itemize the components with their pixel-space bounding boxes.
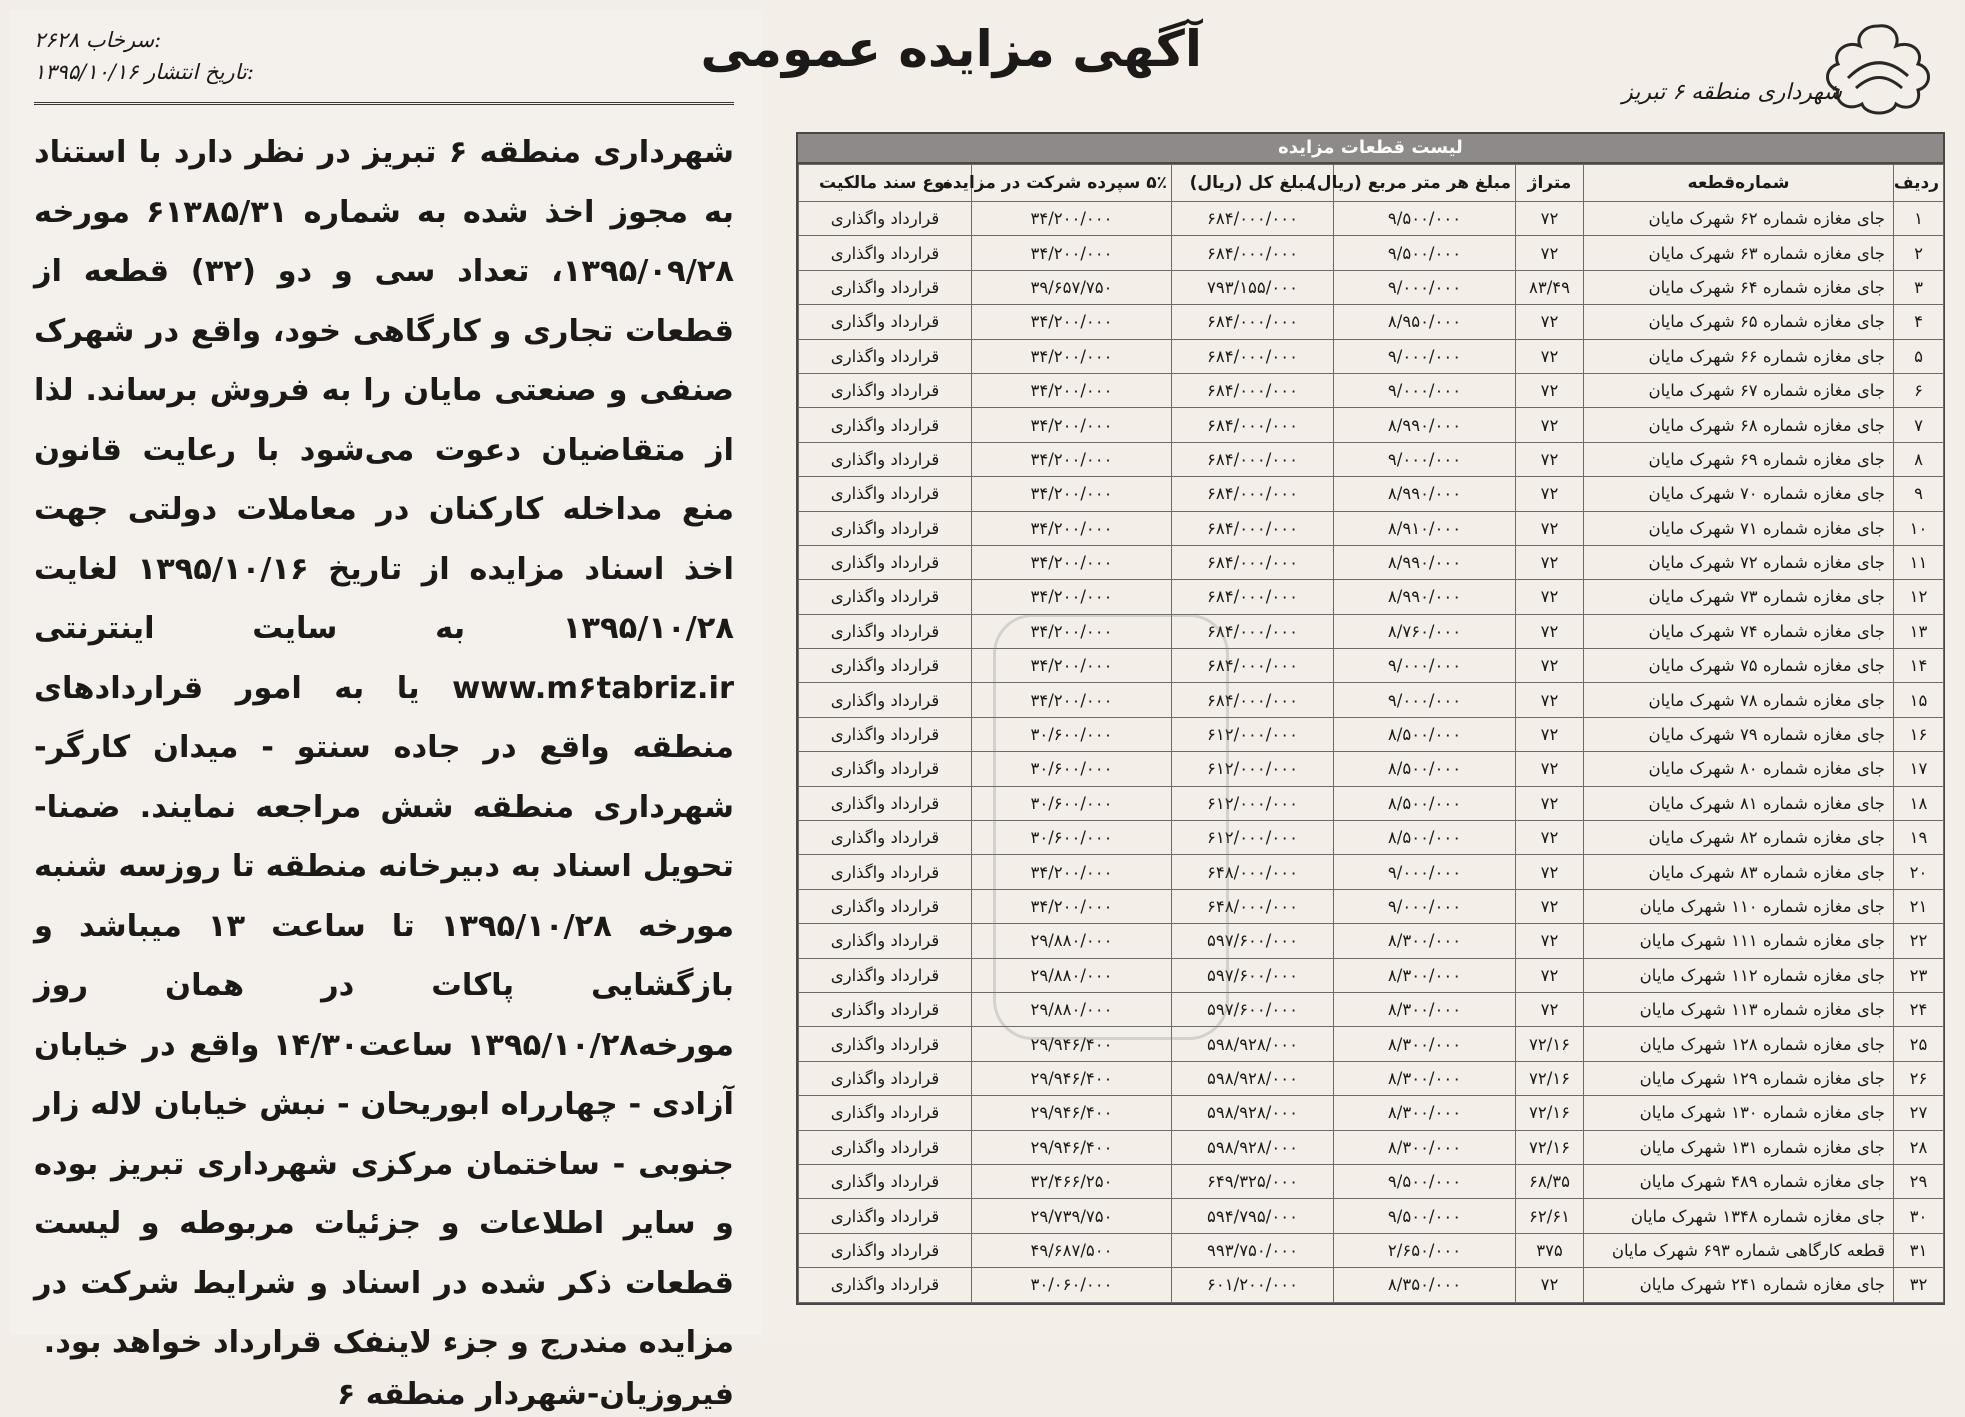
table-cell: ۶۸۴/۰۰۰/۰۰۰ xyxy=(1172,339,1334,373)
table-cell: ۳۴/۲۰۰/۰۰۰ xyxy=(972,477,1172,511)
table-cell: ۶۸۴/۰۰۰/۰۰۰ xyxy=(1172,477,1334,511)
table-cell: ۳۱ xyxy=(1894,1233,1944,1267)
table-cell: جای مغازه شماره ۷۴ شهرک مایان xyxy=(1584,614,1894,648)
table-cell: قرارداد واگذاری xyxy=(799,889,972,923)
table-cell: ۶۸۴/۰۰۰/۰۰۰ xyxy=(1172,511,1334,545)
table-row xyxy=(799,1027,1944,1061)
serial-line xyxy=(34,24,734,56)
column-header: شماره‌قطعه xyxy=(1584,165,1894,202)
table-cell: ۲۴ xyxy=(1894,992,1944,1026)
table-cell: قرارداد واگذاری xyxy=(799,1199,972,1233)
table-cell: ۱۵ xyxy=(1894,683,1944,717)
table-cell: ۲۹/۸۸۰/۰۰۰ xyxy=(972,924,1172,958)
table-row xyxy=(799,305,1944,339)
table-cell: ۶۴۹/۳۲۵/۰۰۰ xyxy=(1172,1164,1334,1198)
table-cell: قرارداد واگذاری xyxy=(799,1096,972,1130)
table-row xyxy=(799,442,1944,476)
announcement-text-column xyxy=(10,10,762,1412)
table-cell: ۲۱ xyxy=(1894,889,1944,923)
table-cell: جای مغازه شماره ۷۲ شهرک مایان xyxy=(1584,545,1894,579)
table-cell: ۷۹۳/۱۵۵/۰۰۰ xyxy=(1172,270,1334,304)
table-cell: ۱ xyxy=(1894,202,1944,236)
table-cell: جای مغازه شماره ۱۳۱ شهرک مایان xyxy=(1584,1130,1894,1164)
table-row xyxy=(799,339,1944,373)
table-cell: قطعه کارگاهی شماره ۶۹۳ شهرک مایان xyxy=(1584,1233,1894,1267)
table-row xyxy=(799,408,1944,442)
table-caption: لیست قطعات مزایده xyxy=(798,134,1943,164)
table-cell: ۶۱۲/۰۰۰/۰۰۰ xyxy=(1172,821,1334,855)
table-cell: ۳۰/۶۰۰/۰۰۰ xyxy=(972,717,1172,751)
table-cell: قرارداد واگذاری xyxy=(799,305,972,339)
table-row xyxy=(799,924,1944,958)
table-cell: ۳۴/۲۰۰/۰۰۰ xyxy=(972,649,1172,683)
table-cell: ۴ xyxy=(1894,305,1944,339)
table-cell: جای مغازه شماره ۷۵ شهرک مایان xyxy=(1584,649,1894,683)
table-cell: جای مغازه شماره ۷۹ شهرک مایان xyxy=(1584,717,1894,751)
table-cell: جای مغازه شماره ۶۷ شهرک مایان xyxy=(1584,373,1894,407)
publish-date-value: ۱۳۹۵/۱۰/۱۶ xyxy=(34,60,139,84)
table-cell: ۶۸۴/۰۰۰/۰۰۰ xyxy=(1172,614,1334,648)
table-cell: ۲۳ xyxy=(1894,958,1944,992)
table-cell: ۶۱۲/۰۰۰/۰۰۰ xyxy=(1172,786,1334,820)
table-cell: ۲۹/۹۴۶/۴۰۰ xyxy=(972,1130,1172,1164)
municipality-name: شهرداری منطقه ۶ تبریز xyxy=(1622,80,1842,105)
publish-date-label: تاریخ انتشار: xyxy=(145,60,254,84)
table-cell: ۳۷۵ xyxy=(1516,1233,1584,1267)
table-cell: ۱۲ xyxy=(1894,580,1944,614)
table-cell: ۶۸۴/۰۰۰/۰۰۰ xyxy=(1172,545,1334,579)
table-cell: ۳۴/۲۰۰/۰۰۰ xyxy=(972,511,1172,545)
table-cell: ۳۴/۲۰۰/۰۰۰ xyxy=(972,545,1172,579)
table-cell: ۳۴/۲۰۰/۰۰۰ xyxy=(972,683,1172,717)
table-cell: قرارداد واگذاری xyxy=(799,511,972,545)
table-cell: ۹/۰۰۰/۰۰۰ xyxy=(1334,339,1516,373)
table-cell: قرارداد واگذاری xyxy=(799,752,972,786)
table-cell: ۹ xyxy=(1894,477,1944,511)
table-row xyxy=(799,1096,1944,1130)
table-cell: جای مغازه شماره ۱۱۱ شهرک مایان xyxy=(1584,924,1894,958)
table-cell: قرارداد واگذاری xyxy=(799,236,972,270)
table-cell: ۷۲ xyxy=(1516,924,1584,958)
table-cell: قرارداد واگذاری xyxy=(799,1164,972,1198)
table-cell: قرارداد واگذاری xyxy=(799,270,972,304)
table-cell: ۶۸۴/۰۰۰/۰۰۰ xyxy=(1172,649,1334,683)
table-cell: جای مغازه شماره ۷۱ شهرک مایان xyxy=(1584,511,1894,545)
table-cell: ۷۲ xyxy=(1516,614,1584,648)
table-cell: جای مغازه شماره ۷۸ شهرک مایان xyxy=(1584,683,1894,717)
table-cell: ۸/۳۰۰/۰۰۰ xyxy=(1334,1130,1516,1164)
table-cell: ۲/۶۵۰/۰۰۰ xyxy=(1334,1233,1516,1267)
table-row xyxy=(799,683,1944,717)
table-cell: ۸/۹۱۰/۰۰۰ xyxy=(1334,511,1516,545)
table-cell: ۷۲/۱۶ xyxy=(1516,1096,1584,1130)
table-cell: ۵۹۸/۹۲۸/۰۰۰ xyxy=(1172,1130,1334,1164)
table-row xyxy=(799,889,1944,923)
table-cell: ۶۸۴/۰۰۰/۰۰۰ xyxy=(1172,442,1334,476)
table-cell: ۷۲ xyxy=(1516,477,1584,511)
table-cell: ۹/۵۰۰/۰۰۰ xyxy=(1334,202,1516,236)
table-cell: ۳۴/۲۰۰/۰۰۰ xyxy=(972,202,1172,236)
table-cell: ۸/۳۰۰/۰۰۰ xyxy=(1334,1027,1516,1061)
table-cell: ۶۸۴/۰۰۰/۰۰۰ xyxy=(1172,202,1334,236)
table-header-row xyxy=(799,165,1944,202)
table-cell: ۹/۰۰۰/۰۰۰ xyxy=(1334,683,1516,717)
column-header: ۵٪ سپرده شرکت در مزایده xyxy=(972,165,1172,202)
table-cell: ۷۲ xyxy=(1516,305,1584,339)
table-cell: ۸/۳۵۰/۰۰۰ xyxy=(1334,1268,1516,1302)
table-row xyxy=(799,786,1944,820)
table-cell: قرارداد واگذاری xyxy=(799,1027,972,1061)
table-cell: ۷۲ xyxy=(1516,202,1584,236)
table-cell: ۸/۹۵۰/۰۰۰ xyxy=(1334,305,1516,339)
header-divider xyxy=(34,102,734,105)
table-cell: ۸ xyxy=(1894,442,1944,476)
table-cell: ۳۴/۲۰۰/۰۰۰ xyxy=(972,373,1172,407)
table-cell: ۹/۰۰۰/۰۰۰ xyxy=(1334,373,1516,407)
table-cell: ۷۲ xyxy=(1516,821,1584,855)
table-cell: قرارداد واگذاری xyxy=(799,545,972,579)
announcement-body: شهرداری منطقه ۶ تبریز در نظر دارد با استناد به مجوز اخذ شده به شماره ۶۱۳۸۵/۳۱ مورخه ۱۳۹۵/۰۹/۲۸، تعداد سی و دو (۳۲) قطعه از قطعات تجاری و کارگاهی خود، واقع در شهرک صنفی و صنعتی مایان را به فروش برساند. لذا از متقاضیان دعوت می‌شود با رعایت قانون منع مداخله کارکنان در معاملات دولتی جهت اخذ اسناد مزایده از تاریخ ۱۳۹۵/۱۰/۱۶ لغایت ۱۳۹۵/۱۰/۲۸ به سایت اینترنتی www.m۶tabriz.ir یا به امور قراردادهای منطقه واقع در جاده سنتو - میدان کارگر- شهرداری منطقه شش مراجعه نمایند. ضمنا- تحویل اسناد به دبیرخانه منطقه تا روزسه شنبه مورخه ۱۳۹۵/۱۰/۲۸ تا ساعت ۱۳ میباشد و بازگشایی پاکات در همان روز مورخه۱۳۹۵/۱۰/۲۸ ساعت۱۴/۳۰ واقع در خیابان آزادی - چهارراه ابوریحان - نبش خیابان لاله زار جنوبی - ساختمان مرکزی شهرداری تبریز بوده و سایر اطلاعات و جزئیات مربوطه و لیست قطعات ذکر شده در اسناد و شرایط شرکت در مزایده مندرج و جزء لاینفک قرارداد خواهد بود. xyxy=(34,135,735,1360)
table-cell: ۷۲ xyxy=(1516,649,1584,683)
table-cell: ۳۴/۲۰۰/۰۰۰ xyxy=(972,580,1172,614)
table-cell: ۹۹۳/۷۵۰/۰۰۰ xyxy=(1172,1233,1334,1267)
column-header: مبلغ هر متر مربع (ریال) xyxy=(1334,165,1516,202)
table-row xyxy=(799,580,1944,614)
table-cell: ۶۴۸/۰۰۰/۰۰۰ xyxy=(1172,889,1334,923)
table-cell: ۲۹/۷۳۹/۷۵۰ xyxy=(972,1199,1172,1233)
table-cell: جای مغازه شماره ۶۵ شهرک مایان xyxy=(1584,305,1894,339)
table-cell: ۲۹/۸۸۰/۰۰۰ xyxy=(972,992,1172,1026)
table-cell: ۷۲ xyxy=(1516,545,1584,579)
table-cell: جای مغازه شماره ۱۳۰ شهرک مایان xyxy=(1584,1096,1894,1130)
table-cell: ۹/۰۰۰/۰۰۰ xyxy=(1334,649,1516,683)
table-row xyxy=(799,270,1944,304)
table-cell: قرارداد واگذاری xyxy=(799,855,972,889)
table-cell: جای مغازه شماره ۱۱۰ شهرک مایان xyxy=(1584,889,1894,923)
table-cell: قرارداد واگذاری xyxy=(799,408,972,442)
table-row xyxy=(799,855,1944,889)
table-cell: قرارداد واگذاری xyxy=(799,1268,972,1302)
table-cell: ۸/۷۶۰/۰۰۰ xyxy=(1334,614,1516,648)
table-cell: جای مغازه شماره ۸۱ شهرک مایان xyxy=(1584,786,1894,820)
column-header: مبلغ کل (ریال) xyxy=(1172,165,1334,202)
table-cell: جای مغازه شماره ۸۰ شهرک مایان xyxy=(1584,752,1894,786)
table-cell: ۹/۵۰۰/۰۰۰ xyxy=(1334,236,1516,270)
table-cell: قرارداد واگذاری xyxy=(799,717,972,751)
table-cell: ۷۲ xyxy=(1516,580,1584,614)
table-cell: ۳۰ xyxy=(1894,1199,1944,1233)
table-cell: قرارداد واگذاری xyxy=(799,649,972,683)
table-cell: ۶۴۸/۰۰۰/۰۰۰ xyxy=(1172,855,1334,889)
table-row xyxy=(799,1199,1944,1233)
signature: فیروزیان-شهردار منطقه ۶ xyxy=(336,1376,734,1412)
table-row xyxy=(799,992,1944,1026)
table-row xyxy=(799,202,1944,236)
table-cell: ۶۰۱/۲۰۰/۰۰۰ xyxy=(1172,1268,1334,1302)
table-cell: ۱۳ xyxy=(1894,614,1944,648)
table-cell: ۱۰ xyxy=(1894,511,1944,545)
table-cell: ۵۹۷/۶۰۰/۰۰۰ xyxy=(1172,924,1334,958)
table-cell: ۴۹/۶۸۷/۵۰۰ xyxy=(972,1233,1172,1267)
table-cell: ۱۸ xyxy=(1894,786,1944,820)
table-cell: ۳۹/۶۵۷/۷۵۰ xyxy=(972,270,1172,304)
column-header: متراژ xyxy=(1516,165,1584,202)
table-cell: ۶۲/۶۱ xyxy=(1516,1199,1584,1233)
ad-title: آگهی مزایده عمومی xyxy=(700,20,1202,78)
table-cell: جای مغازه شماره ۶۲ شهرک مایان xyxy=(1584,202,1894,236)
table-cell: ۷۲/۱۶ xyxy=(1516,1027,1584,1061)
table-row xyxy=(799,752,1944,786)
table-cell: ۶۱۲/۰۰۰/۰۰۰ xyxy=(1172,752,1334,786)
table-row xyxy=(799,614,1944,648)
table-cell: ۶ xyxy=(1894,373,1944,407)
table-cell: ۳۲/۴۶۶/۲۵۰ xyxy=(972,1164,1172,1198)
table-cell: ۳۴/۲۰۰/۰۰۰ xyxy=(972,855,1172,889)
table-cell: ۲۹/۸۸۰/۰۰۰ xyxy=(972,958,1172,992)
table-cell: ۷۲ xyxy=(1516,992,1584,1026)
table-cell: ۳۴/۲۰۰/۰۰۰ xyxy=(972,305,1172,339)
table-cell: ۶۸۴/۰۰۰/۰۰۰ xyxy=(1172,683,1334,717)
table-cell: جای مغازه شماره ۶۳ شهرک مایان xyxy=(1584,236,1894,270)
auction-lots-table xyxy=(798,164,1944,1303)
table-cell: ۳ xyxy=(1894,270,1944,304)
table-cell: ۲۵ xyxy=(1894,1027,1944,1061)
serial-value: ۲۶۲۸ xyxy=(34,28,80,52)
table-cell: ۱۹ xyxy=(1894,821,1944,855)
table-cell: ۷۲ xyxy=(1516,442,1584,476)
table-row xyxy=(799,511,1944,545)
table-cell: قرارداد واگذاری xyxy=(799,958,972,992)
table-cell: ۶۸۴/۰۰۰/۰۰۰ xyxy=(1172,408,1334,442)
table-cell: ۷۲ xyxy=(1516,408,1584,442)
table-cell: ۶۸۴/۰۰۰/۰۰۰ xyxy=(1172,373,1334,407)
table-cell: ۳۴/۲۰۰/۰۰۰ xyxy=(972,339,1172,373)
table-cell: قرارداد واگذاری xyxy=(799,924,972,958)
table-cell: ۶۸۴/۰۰۰/۰۰۰ xyxy=(1172,305,1334,339)
table-cell: ۳۴/۲۰۰/۰۰۰ xyxy=(972,236,1172,270)
table-cell: جای مغازه شماره ۶۶ شهرک مایان xyxy=(1584,339,1894,373)
table-cell: ۶۸۴/۰۰۰/۰۰۰ xyxy=(1172,236,1334,270)
table-cell: جای مغازه شماره ۱۱۳ شهرک مایان xyxy=(1584,992,1894,1026)
table-cell: قرارداد واگذاری xyxy=(799,786,972,820)
table-cell: ۳۴/۲۰۰/۰۰۰ xyxy=(972,408,1172,442)
table-cell: ۱۴ xyxy=(1894,649,1944,683)
table-cell: ۸/۹۹۰/۰۰۰ xyxy=(1334,477,1516,511)
table-cell: ۹/۰۰۰/۰۰۰ xyxy=(1334,270,1516,304)
table-cell: ۵۹۸/۹۲۸/۰۰۰ xyxy=(1172,1027,1334,1061)
table-cell: ۱۷ xyxy=(1894,752,1944,786)
table-cell: ۸/۳۰۰/۰۰۰ xyxy=(1334,992,1516,1026)
table-cell: ۳۲ xyxy=(1894,1268,1944,1302)
table-cell: ۷۲ xyxy=(1516,683,1584,717)
table-cell: ۲۹/۹۴۶/۴۰۰ xyxy=(972,1061,1172,1095)
table-row xyxy=(799,236,1944,270)
column-header: ردیف xyxy=(1894,165,1944,202)
table-cell: ۸/۵۰۰/۰۰۰ xyxy=(1334,717,1516,751)
table-cell: ۲۷ xyxy=(1894,1096,1944,1130)
table-cell: قرارداد واگذاری xyxy=(799,202,972,236)
table-cell: ۷۲ xyxy=(1516,1268,1584,1302)
table-cell: قرارداد واگذاری xyxy=(799,614,972,648)
table-cell: ۷۲ xyxy=(1516,958,1584,992)
table-row xyxy=(799,958,1944,992)
table-cell: جای مغازه شماره ۶۸ شهرک مایان xyxy=(1584,408,1894,442)
table-cell: ۸/۹۹۰/۰۰۰ xyxy=(1334,580,1516,614)
table-cell: ۲۹/۹۴۶/۴۰۰ xyxy=(972,1096,1172,1130)
table-row xyxy=(799,821,1944,855)
table-row xyxy=(799,545,1944,579)
table-row xyxy=(799,1164,1944,1198)
table-cell: قرارداد واگذاری xyxy=(799,992,972,1026)
table-cell: ۹/۰۰۰/۰۰۰ xyxy=(1334,855,1516,889)
table-cell: قرارداد واگذاری xyxy=(799,373,972,407)
table-cell: ۲۶ xyxy=(1894,1061,1944,1095)
table-cell: قرارداد واگذاری xyxy=(799,477,972,511)
table-cell: ۹/۰۰۰/۰۰۰ xyxy=(1334,889,1516,923)
table-cell: جای مغازه شماره ۸۲ شهرک مایان xyxy=(1584,821,1894,855)
table-cell: ۵۹۷/۶۰۰/۰۰۰ xyxy=(1172,958,1334,992)
auction-panel xyxy=(700,0,1962,1345)
table-cell: ۸/۵۰۰/۰۰۰ xyxy=(1334,786,1516,820)
table-cell: جای مغازه شماره ۶۴ شهرک مایان xyxy=(1584,270,1894,304)
table-cell: جای مغازه شماره ۱۲۸ شهرک مایان xyxy=(1584,1027,1894,1061)
auction-table xyxy=(796,132,1945,1305)
table-cell: ۹/۰۰۰/۰۰۰ xyxy=(1334,442,1516,476)
table-row xyxy=(799,1061,1944,1095)
table-cell: قرارداد واگذاری xyxy=(799,339,972,373)
table-cell: ۳۴/۲۰۰/۰۰۰ xyxy=(972,889,1172,923)
column-header: نوع سند مالکیت xyxy=(799,165,972,202)
table-cell: جای مغازه شماره ۷۳ شهرک مایان xyxy=(1584,580,1894,614)
table-row xyxy=(799,373,1944,407)
table-cell: قرارداد واگذاری xyxy=(799,1130,972,1164)
table-cell: ۸۳/۴۹ xyxy=(1516,270,1584,304)
table-row xyxy=(799,1268,1944,1302)
serial-label: سرخاب: xyxy=(85,28,162,52)
table-cell: قرارداد واگذاری xyxy=(799,580,972,614)
table-cell: ۷۲ xyxy=(1516,786,1584,820)
table-cell: جای مغازه شماره ۶۹ شهرک مایان xyxy=(1584,442,1894,476)
table-cell: ۳۰/۶۰۰/۰۰۰ xyxy=(972,786,1172,820)
table-cell: ۳۴/۲۰۰/۰۰۰ xyxy=(972,614,1172,648)
table-cell: جای مغازه شماره ۲۴۱ شهرک مایان xyxy=(1584,1268,1894,1302)
table-cell: ۲۹ xyxy=(1894,1164,1944,1198)
table-cell: ۸/۵۰۰/۰۰۰ xyxy=(1334,821,1516,855)
table-cell: ۵۹۷/۶۰۰/۰۰۰ xyxy=(1172,992,1334,1026)
table-cell: جای مغازه شماره ۱۳۴۸ شهرک مایان xyxy=(1584,1199,1894,1233)
table-cell: ۸/۵۰۰/۰۰۰ xyxy=(1334,752,1516,786)
table-cell: قرارداد واگذاری xyxy=(799,1061,972,1095)
table-body xyxy=(799,202,1944,1303)
table-cell: ۲ xyxy=(1894,236,1944,270)
table-cell: ۸/۹۹۰/۰۰۰ xyxy=(1334,408,1516,442)
table-row xyxy=(799,717,1944,751)
table-cell: ۷۲/۱۶ xyxy=(1516,1130,1584,1164)
table-cell: ۷۲/۱۶ xyxy=(1516,1061,1584,1095)
table-cell: ۲۰ xyxy=(1894,855,1944,889)
table-cell: ۸/۳۰۰/۰۰۰ xyxy=(1334,924,1516,958)
table-cell: ۷۲ xyxy=(1516,717,1584,751)
table-cell: قرارداد واگذاری xyxy=(799,1233,972,1267)
table-cell: ۷ xyxy=(1894,408,1944,442)
table-cell: ۵ xyxy=(1894,339,1944,373)
table-cell: ۵۹۴/۷۹۵/۰۰۰ xyxy=(1172,1199,1334,1233)
table-cell: ۷۲ xyxy=(1516,889,1584,923)
table-row xyxy=(799,649,1944,683)
table-cell: قرارداد واگذاری xyxy=(799,442,972,476)
table-cell: جای مغازه شماره ۷۰ شهرک مایان xyxy=(1584,477,1894,511)
table-cell: ۱۶ xyxy=(1894,717,1944,751)
table-cell: ۱۱ xyxy=(1894,545,1944,579)
table-cell: ۳۰/۶۰۰/۰۰۰ xyxy=(972,821,1172,855)
table-cell: قرارداد واگذاری xyxy=(799,821,972,855)
table-cell: ۳۰/۶۰۰/۰۰۰ xyxy=(972,752,1172,786)
table-row xyxy=(799,1130,1944,1164)
table-cell: ۳۴/۲۰۰/۰۰۰ xyxy=(972,442,1172,476)
table-cell: جای مغازه شماره ۱۱۲ شهرک مایان xyxy=(1584,958,1894,992)
table-cell: ۵۹۸/۹۲۸/۰۰۰ xyxy=(1172,1096,1334,1130)
table-cell: ۷۲ xyxy=(1516,855,1584,889)
table-cell: قرارداد واگذاری xyxy=(799,683,972,717)
table-cell: ۲۲ xyxy=(1894,924,1944,958)
table-cell: ۸/۳۰۰/۰۰۰ xyxy=(1334,958,1516,992)
table-cell: ۷۲ xyxy=(1516,511,1584,545)
table-cell: ۷۲ xyxy=(1516,236,1584,270)
table-cell: جای مغازه شماره ۱۲۹ شهرک مایان xyxy=(1584,1061,1894,1095)
table-cell: ۹/۵۰۰/۰۰۰ xyxy=(1334,1199,1516,1233)
table-cell: ۶۱۲/۰۰۰/۰۰۰ xyxy=(1172,717,1334,751)
table-cell: ۸/۹۹۰/۰۰۰ xyxy=(1334,545,1516,579)
table-cell: ۶۸/۳۵ xyxy=(1516,1164,1584,1198)
table-cell: ۶۸۴/۰۰۰/۰۰۰ xyxy=(1172,580,1334,614)
table-cell: جای مغازه شماره ۸۳ شهرک مایان xyxy=(1584,855,1894,889)
table-row xyxy=(799,477,1944,511)
table-cell: ۲۹/۹۴۶/۴۰۰ xyxy=(972,1027,1172,1061)
table-cell: ۷۲ xyxy=(1516,373,1584,407)
table-cell: ۸/۳۰۰/۰۰۰ xyxy=(1334,1096,1516,1130)
table-cell: ۲۸ xyxy=(1894,1130,1944,1164)
table-row xyxy=(799,1233,1944,1267)
table-cell: ۳۰/۰۶۰/۰۰۰ xyxy=(972,1268,1172,1302)
table-cell: ۸/۳۰۰/۰۰۰ xyxy=(1334,1061,1516,1095)
table-cell: ۵۹۸/۹۲۸/۰۰۰ xyxy=(1172,1061,1334,1095)
table-cell: ۷۲ xyxy=(1516,339,1584,373)
publish-date-line xyxy=(34,56,734,88)
table-cell: جای مغازه شماره ۴۸۹ شهرک مایان xyxy=(1584,1164,1894,1198)
table-cell: ۷۲ xyxy=(1516,752,1584,786)
table-cell: ۹/۵۰۰/۰۰۰ xyxy=(1334,1164,1516,1198)
